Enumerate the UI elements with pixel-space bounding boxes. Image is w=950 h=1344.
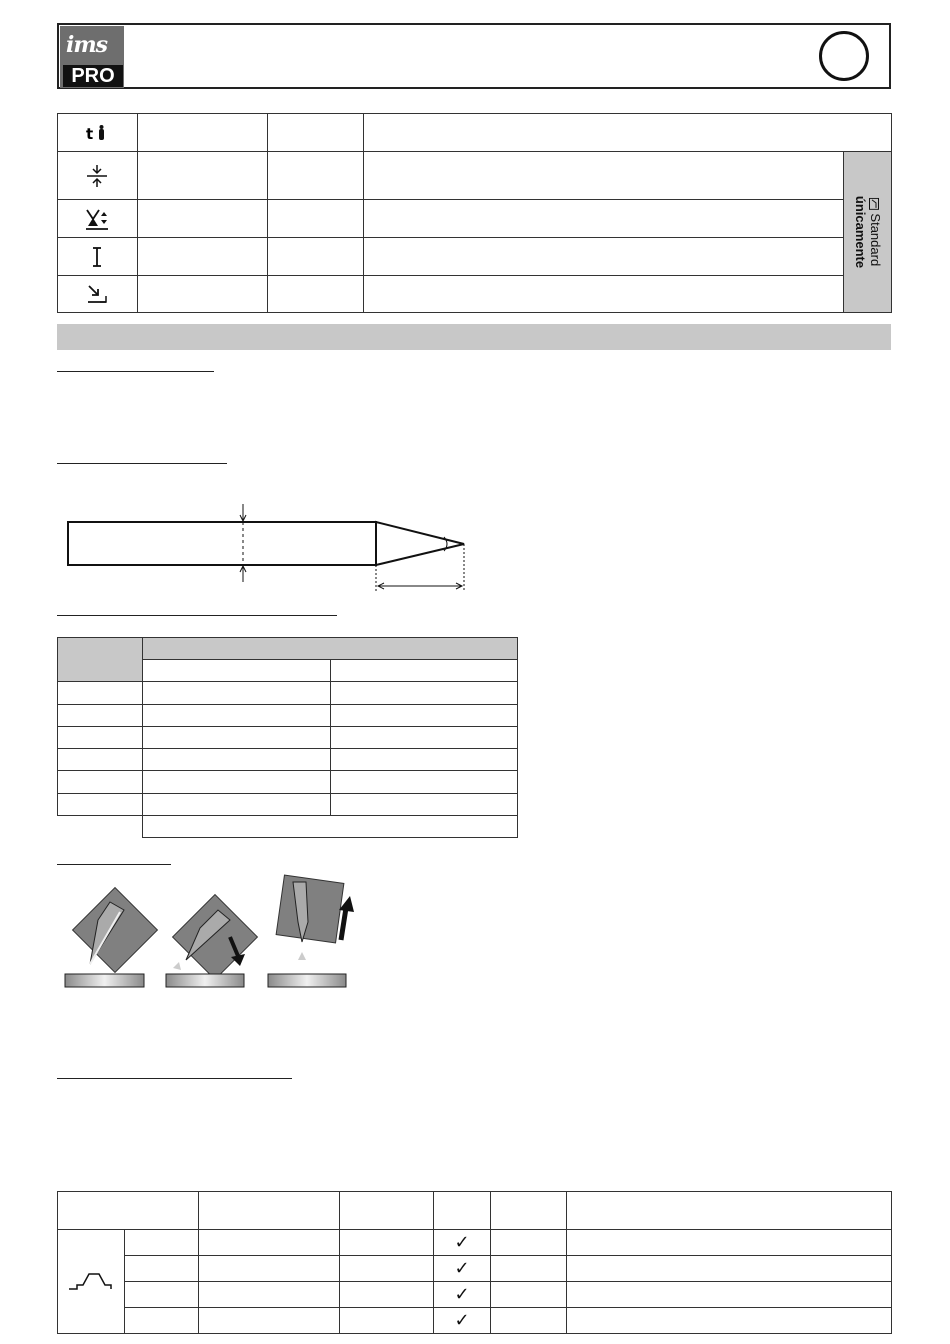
logo-pro-text: PRO xyxy=(63,65,123,87)
table-row xyxy=(58,1230,892,1256)
table-row-icon-cell xyxy=(58,152,138,200)
compress-icon xyxy=(58,152,137,199)
table-row xyxy=(58,749,518,771)
logo-ims-text: ims xyxy=(66,32,108,58)
table-row xyxy=(58,726,518,748)
table-row xyxy=(58,815,518,837)
pulse-icon xyxy=(869,198,879,210)
section-heading-underline xyxy=(57,1078,292,1079)
table-row xyxy=(58,771,518,793)
downslope-icon xyxy=(58,276,137,312)
section-heading-underline xyxy=(57,864,171,865)
page-header xyxy=(57,23,891,89)
section-heading-underline xyxy=(57,463,227,464)
current-icon xyxy=(58,238,137,275)
table-row-icon-cell xyxy=(58,238,138,276)
electrode-diagram xyxy=(60,500,480,595)
checkmark-icon: ✓ xyxy=(454,1310,470,1331)
section-heading-underline xyxy=(57,371,214,372)
table-header-cell xyxy=(143,638,518,660)
table-row xyxy=(58,704,518,726)
table-row-icon-cell xyxy=(58,276,138,313)
ims-pro-logo xyxy=(60,26,124,88)
table-header-cell xyxy=(58,638,143,682)
temperature-time-icon xyxy=(58,114,137,151)
table-row xyxy=(58,1256,892,1282)
table-row xyxy=(58,793,518,815)
section-heading-underline xyxy=(57,615,337,616)
lift-arc-illustration xyxy=(60,872,360,990)
checkmark-icon: ✓ xyxy=(454,1232,470,1253)
side-label-standard: Standard xyxy=(868,196,883,268)
table-row-icon-cell xyxy=(58,200,138,238)
checkmark-icon: ✓ xyxy=(454,1258,470,1279)
table-row xyxy=(58,1282,892,1308)
table-row-icon-cell xyxy=(58,114,138,152)
arc-adjust-icon xyxy=(58,200,137,237)
parameter-table xyxy=(57,113,892,313)
checkmark-icon: ✓ xyxy=(454,1284,470,1305)
side-label-only: únicamente xyxy=(852,195,868,269)
side-label xyxy=(843,151,892,313)
section-bar xyxy=(57,324,891,350)
pulse-shape-icon xyxy=(58,1230,124,1333)
svg-text:t: t xyxy=(86,124,94,143)
mode-icon-cell xyxy=(58,1230,125,1334)
table-row xyxy=(58,682,518,704)
mode-table xyxy=(57,1191,892,1334)
electrode-table xyxy=(57,637,518,838)
language-circle-icon xyxy=(819,31,869,81)
table-row xyxy=(58,1308,892,1334)
